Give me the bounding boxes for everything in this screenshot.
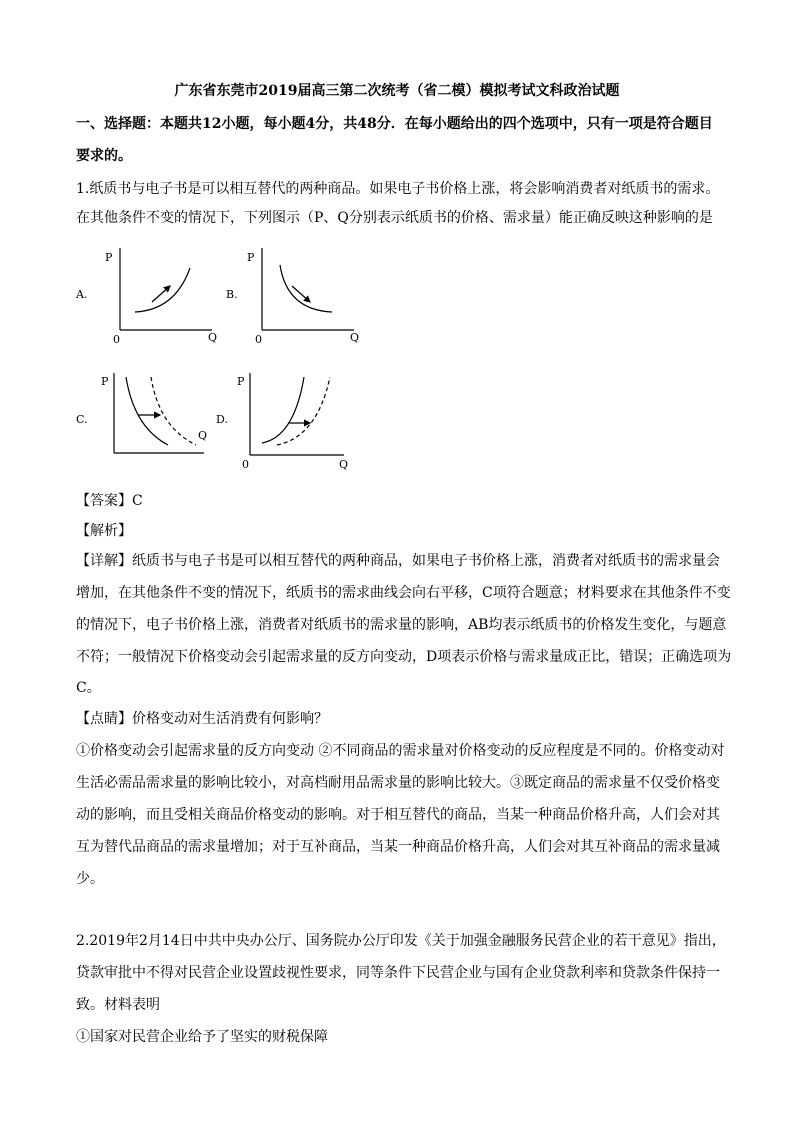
document-title: 广东省东莞市2019届高三第二次统考（省二模）模拟考试文科政治试题	[174, 83, 620, 99]
q2-line: 贷款审批中不得对民营企业设置歧视性要求，同等条件下民营企业与国有企业贷款利率和贷款条件保持一	[76, 965, 720, 981]
graph-a	[100, 240, 225, 350]
tips-question: 价格变动对生活消费有何影响？	[132, 711, 328, 727]
q2-line: 2.2019年2月14日中共中央办公厅、国务院办公厅印发《关于加强金融服务民营企业的若干意见》指出，	[76, 933, 726, 949]
tips-line: 少。	[76, 871, 104, 887]
q1-stem-line2: 在其他条件不变的情况下，下列图示（P、Q分别表示纸质书的价格、需求量）能正确反映这种影响的是	[76, 210, 713, 226]
answer-line: 【答案】C	[76, 493, 143, 509]
detail-line: C。	[76, 680, 101, 696]
graph-a-origin-label: 0	[113, 333, 120, 346]
option-d-label: D.	[216, 413, 228, 426]
graph-c-p-label: P	[101, 375, 109, 388]
graph-b-q-label: Q	[350, 331, 360, 344]
q1-stem-line1: 1.纸质书与电子书是可以相互替代的两种商品。如果电子书价格上涨，将会影响消费者对纸质书的需求。	[76, 181, 720, 197]
graph-d-original-curve	[262, 377, 304, 443]
graph-c-shifted-curve	[151, 377, 196, 445]
tips-label: 【点睛】	[76, 711, 132, 727]
detail-line: 的情况下，电子书价格上涨，消费者对纸质书的需求量的影响，AB均表示纸质书的价格发生变化，与题意	[76, 617, 727, 633]
graph-b	[242, 240, 367, 350]
graph-b-p-label: P	[247, 251, 255, 264]
q2-option-line: ①国家对民营企业给予了坚实的财税保障	[76, 1029, 328, 1045]
section-heading-line2: 要求的。	[76, 148, 132, 164]
q2-line: 致。材料表明	[76, 997, 160, 1013]
section-heading-line1: 一、选择题：本题共12小题，每小题4分，共48分．在每小题给出的四个选项中，只有一项是符合题目	[76, 116, 713, 132]
graph-a-p-label: P	[105, 251, 113, 264]
graph-b-origin-label: 0	[255, 333, 262, 346]
option-a-label: A.	[76, 288, 88, 301]
detail-line: 增加，在其他条件不变的情况下，纸质书的需求曲线会向右平移，C项符合题意；材料要求在其他条件不变	[76, 585, 731, 601]
analysis-heading: 【解析】	[76, 523, 132, 539]
graph-a-q-label: Q	[208, 331, 218, 344]
graph-d-origin-label: 0	[242, 458, 249, 471]
tips-heading	[76, 708, 726, 728]
tips-line: 动的影响，而且受相关商品价格变动的影响。对于相互替代的商品，当某一种商品价格升高，人们会对其	[76, 807, 720, 823]
graph-b-curve	[280, 265, 332, 312]
graph-d-shifted-curve	[277, 377, 330, 445]
graph-a-curve	[135, 268, 190, 312]
graph-c	[96, 365, 221, 475]
tips-line: 生活必需品需求量的影响比较小，对高档耐用品需求量的影响比较大。③既定商品的需求量不仅受价格变	[76, 775, 720, 791]
graph-a-arrow	[152, 286, 170, 302]
graph-d-q-label: Q	[339, 458, 349, 471]
detail-line: 不符；一般情况下价格变动会引起需求量的反方向变动，D项表示价格与需求量成正比，错误；正确选项为	[76, 649, 732, 665]
tips-line: 互为替代品商品的需求量增加；对于互补商品，当某一种商品价格升高，人们会对其互补商品的需求量减	[76, 839, 720, 855]
detail-line: 【详解】纸质书与电子书是可以相互替代的两种商品，如果电子书价格上涨，消费者对纸质书的需求量会	[76, 553, 720, 569]
option-c-label: C.	[76, 413, 88, 426]
graph-d-p-label: P	[237, 375, 245, 388]
option-b-label: B.	[226, 288, 238, 301]
graph-c-q-label: Q	[198, 429, 208, 442]
graph-b-arrow	[292, 286, 310, 302]
tips-line: ①价格变动会引起需求量的反方向变动 ②不同商品的需求量对价格变动的反应程度是不同的。价格变动对	[76, 743, 725, 759]
graph-d	[232, 365, 357, 475]
